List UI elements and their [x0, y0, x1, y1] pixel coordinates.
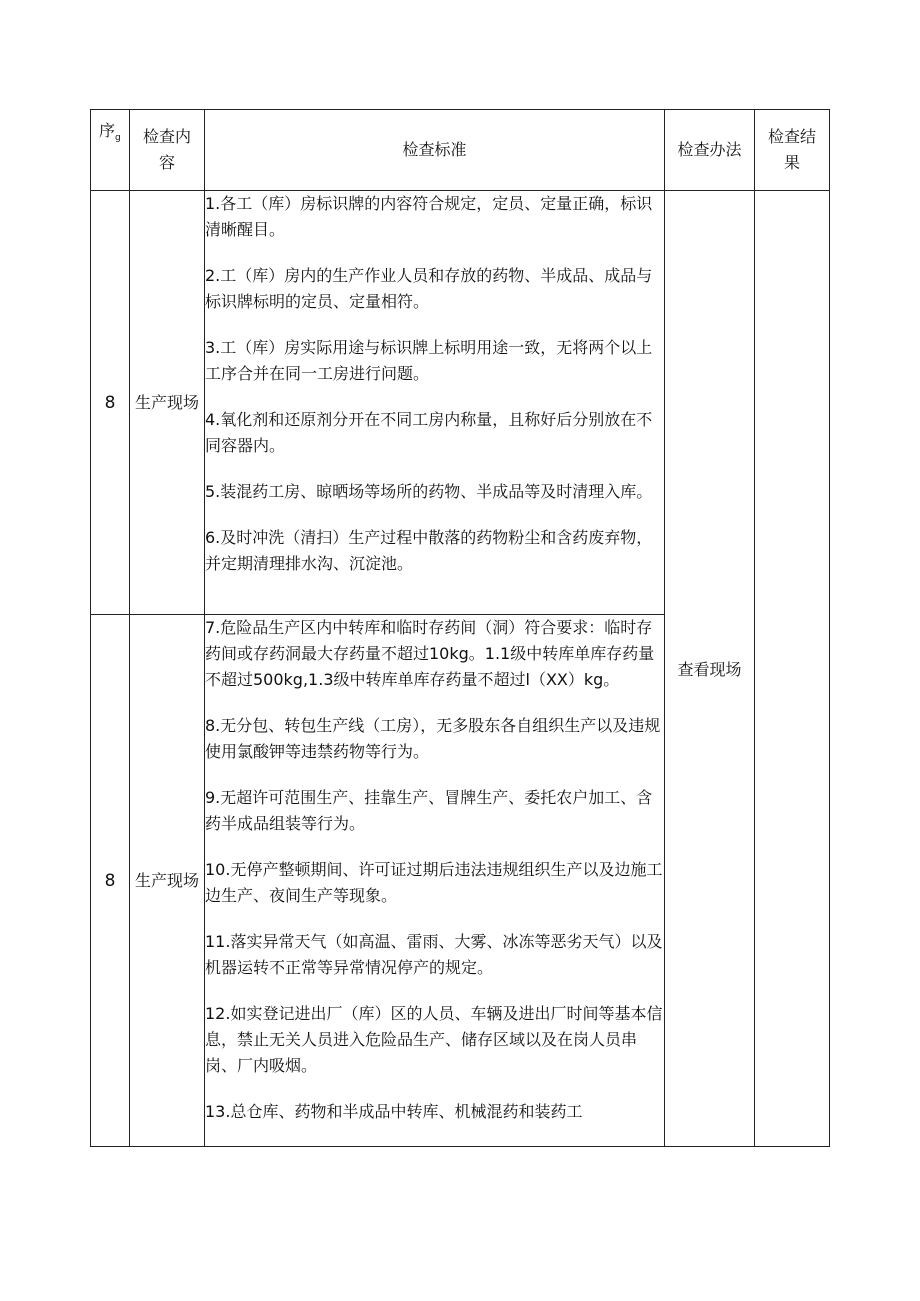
header-seq-sub: g	[115, 133, 121, 144]
header-seq-text: 序	[99, 121, 116, 140]
row-category: 生产现场	[130, 191, 205, 615]
standard-item: 12.如实登记进出厂（库）区的人员、车辆及进出厂时间等基本信息，禁止无关人员进入危险品生产、储存区域以及在岗人员串岗、厂内吸烟。	[205, 1004, 663, 1075]
method-cell: 查看现场	[665, 191, 755, 1147]
inspection-table	[90, 109, 830, 1147]
result-cell	[755, 191, 830, 1147]
row-category: 生产现场	[130, 615, 205, 1147]
standard-item: 7.危险品生产区内中转库和临时存药间（洞）符合要求：临时存药间或存药洞最大存药量不超过10kg。1.1级中转库单库存药量不超过500kg,1.3级中转库单库存药量不超过l（XX）kg。	[205, 618, 655, 689]
standard-item: 11.落实异常天气（如高温、雷雨、大雾、冰冻等恶劣天气）以及机器运转不正常等异常情况停产的规定。	[205, 932, 663, 977]
row-standards	[205, 191, 665, 615]
header-standard: 检查标准	[205, 110, 665, 191]
standard-item: 3.工（库）房实际用途与标识牌上标明用途一致，无将两个以上工序合并在同一工房进行问题。	[205, 338, 653, 383]
standard-item: 13.总仓库、药物和半成品中转库、机械混药和装药工	[205, 1102, 583, 1121]
header-row	[91, 110, 830, 191]
table-row	[91, 191, 830, 615]
header-seq	[91, 110, 130, 191]
standard-item: 5.装混药工房、晾晒场等场所的药物、半成品等及时清理入库。	[205, 482, 653, 501]
standard-item: 8.无分包、转包生产线（工房），无多股东各自组织生产以及违规使用氯酸钾等违禁药物等行为。	[205, 716, 661, 761]
standard-item: 6.及时冲洗（清扫）生产过程中散落的药物粉尘和含药废弃物，并定期清理排水沟、沉淀池。	[205, 528, 653, 573]
row-number: 8	[91, 615, 130, 1147]
standard-item: 9.无超许可范围生产、挂靠生产、冒牌生产、委托农户加工、含药半成品组装等行为。	[205, 788, 653, 833]
standard-item: 4.氧化剂和还原剂分开在不同工房内称量，且称好后分别放在不同容器内。	[205, 410, 653, 455]
standard-item: 2.工（库）房内的生产作业人员和存放的药物、半成品、成品与标识牌标明的定员、定量相符。	[205, 266, 653, 311]
standard-item: 1.各工（库）房标识牌的内容符合规定，定员、定量正确，标识清晰醒目。	[205, 194, 653, 239]
header-method: 检查办法	[665, 110, 755, 191]
row-number: 8	[91, 191, 130, 615]
header-content: 检查内容	[130, 110, 205, 191]
row-standards	[205, 615, 665, 1147]
standard-item: 10.无停产整顿期间、许可证过期后违法违规组织生产以及边施工边生产、夜间生产等现象。	[205, 860, 663, 905]
header-result: 检查结果	[755, 110, 830, 191]
